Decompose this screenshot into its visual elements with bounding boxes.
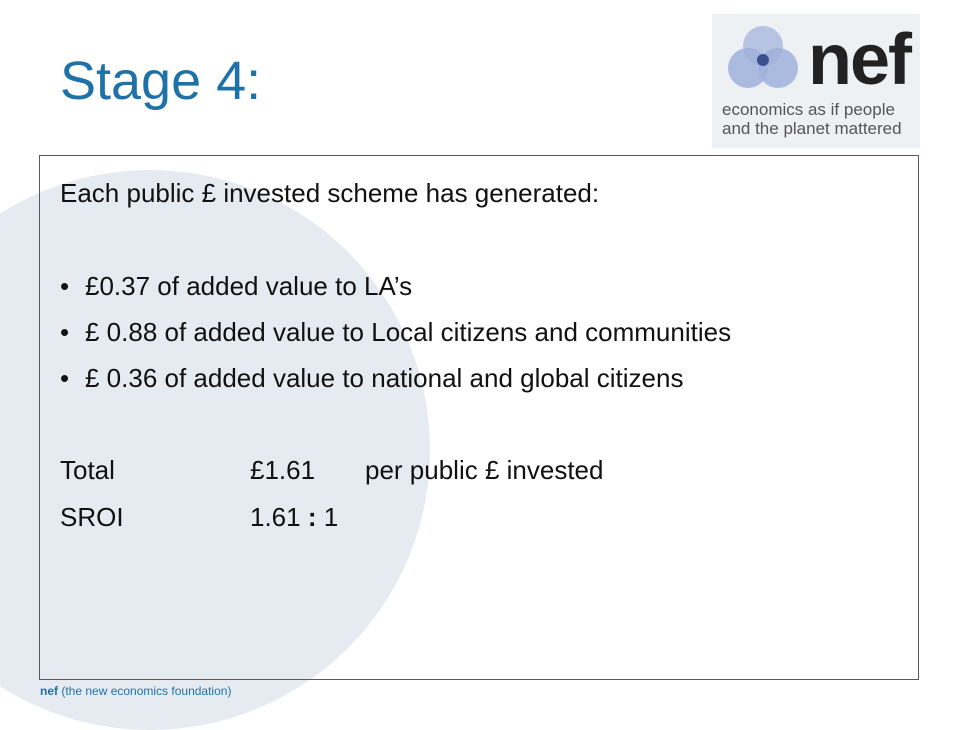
bullet-dot-icon: • xyxy=(60,271,70,301)
bullet-dot-icon: • xyxy=(60,363,70,393)
sroi-label: SROI xyxy=(60,502,124,532)
bullet-text: £0.37 of added value to LA’s xyxy=(85,271,413,301)
total-suffix: per public £ invested xyxy=(365,455,604,485)
logo-tagline-line1: economics as if people xyxy=(722,100,895,119)
bullet-text: £ 0.36 of added value to national and global citizens xyxy=(85,363,684,393)
slide-title: Stage 4: xyxy=(60,51,262,111)
footer xyxy=(40,684,231,698)
bullet-text: £ 0.88 of added value to Local citizens and communities xyxy=(85,317,732,347)
footer-brand: nef xyxy=(40,684,58,698)
bullet-dot-icon: • xyxy=(60,317,70,347)
sroi-separator: : xyxy=(307,502,317,532)
footer-text: (the new economics foundation) xyxy=(61,684,232,698)
total-value: £1.61 xyxy=(250,455,316,485)
sroi-value: 1.61 xyxy=(250,502,301,532)
bullet-item xyxy=(60,317,731,348)
total-label: Total xyxy=(60,455,115,485)
venn-logo-icon xyxy=(718,20,808,100)
logo-tagline-line2: and the planet mattered xyxy=(722,119,902,138)
logo-tagline xyxy=(722,100,922,138)
sroi-row xyxy=(60,502,338,533)
total-row xyxy=(60,455,603,486)
bullet-item xyxy=(60,271,412,302)
sroi-ratio: 1 xyxy=(323,502,339,532)
content-box xyxy=(39,155,919,680)
nef-logo xyxy=(712,14,920,148)
intro-text: Each public £ invested scheme has generated: xyxy=(60,178,600,208)
logo-wordmark: nef xyxy=(808,20,910,100)
bullet-item xyxy=(60,363,683,394)
